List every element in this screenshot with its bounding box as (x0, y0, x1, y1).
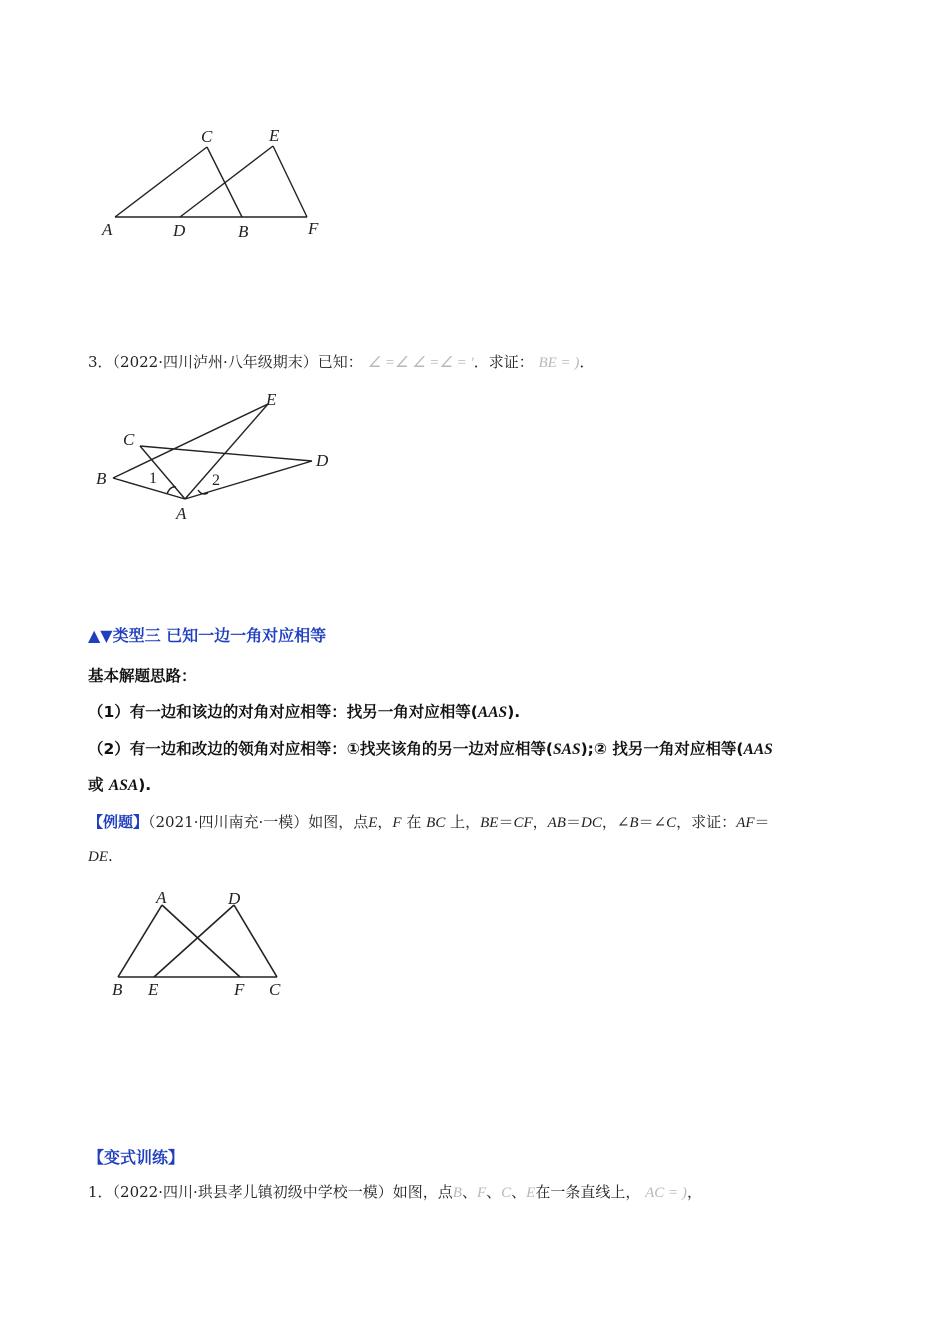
seg-EF (273, 146, 307, 217)
practice-line (88, 1181, 702, 1202)
item2-aas: AAS (743, 741, 773, 758)
label-E: E (148, 980, 159, 999)
label-B: B (238, 222, 249, 241)
label-A: A (156, 888, 167, 907)
figure-3-svg (100, 885, 300, 1005)
seg-ED (154, 905, 234, 977)
problem-number: 3． (88, 353, 113, 371)
label-C: C (201, 127, 213, 146)
var-DC: DC (580, 815, 602, 831)
sep: 、 (461, 1183, 477, 1201)
point-E: E (526, 1185, 536, 1201)
seg-CB (207, 147, 242, 217)
item2-asa: ASA (108, 777, 139, 794)
sep: ， (532, 813, 548, 831)
var-F: F (392, 815, 402, 831)
seg-BE (113, 404, 268, 478)
problem-3-line (88, 351, 594, 372)
label-C: C (123, 430, 135, 449)
item2-prefix: （2）有一边和改边的领角对应相等：①找夹该角的另一边对应相等( (88, 740, 553, 758)
seg-DC (234, 905, 277, 977)
example-text-d: ，求证： (676, 813, 737, 831)
label-F: F (234, 980, 245, 999)
practice-text: 在一条直线上， (535, 1183, 641, 1201)
var-BC: BC (426, 815, 446, 831)
example-text-c: 上， (445, 813, 481, 831)
figure-2 (90, 388, 350, 528)
figure-1 (90, 120, 340, 250)
eq: ＝ (565, 813, 581, 831)
var-BE: BE (480, 815, 499, 831)
idea-item-2-cont (88, 773, 151, 795)
sep: 、 (486, 1183, 502, 1201)
item1-aas: AAS (477, 704, 508, 721)
label-E: E (266, 390, 277, 409)
problem-source: （2022·四川泸州·八年级期末） (112, 353, 318, 371)
practice-number: 1． (88, 1183, 113, 1201)
label-A: A (102, 220, 113, 239)
prove-label: ．求证： (473, 353, 534, 371)
example-text-b: 在 (401, 813, 422, 831)
label-C: C (269, 980, 281, 999)
item2-end: ). (138, 776, 152, 794)
label-F: F (308, 219, 319, 238)
var-DE: DE (88, 849, 108, 865)
eq: ＝ (754, 813, 770, 831)
label-A: A (176, 504, 187, 523)
item1-suffix: ). (507, 703, 521, 721)
sep: 、 (511, 1183, 527, 1201)
point-B: B (452, 1185, 462, 1201)
angle-1-arc (167, 487, 176, 494)
item2-sas: SAS (553, 741, 581, 758)
label-B: B (112, 980, 123, 999)
example-tag: 【例题】 (88, 813, 149, 831)
practice-tag: 【变式训练】 (88, 1148, 185, 1167)
item2-or: 或 (88, 776, 109, 794)
given-formula: ∠ =∠ ∠ =∠ = ' (367, 355, 474, 371)
section-heading: ▲▼类型三 已知一边一角对应相等 (88, 626, 327, 645)
prove-formula: BE = ) (538, 355, 580, 371)
label-B: B (96, 469, 107, 488)
problem-end: ． (579, 353, 595, 371)
sep: ，∠ (601, 813, 630, 831)
idea-item-1 (88, 700, 520, 722)
eq: ＝ (498, 813, 514, 831)
example-line-2 (88, 847, 113, 866)
var-C: C (666, 815, 677, 831)
var-B: B (629, 815, 639, 831)
var-E: E (368, 815, 378, 831)
practice-source: （2022·四川·珙县孝儿镇初级中学校一模）如图，点 (112, 1183, 453, 1201)
item1-prefix: （1）有一边和该边的对角对应相等：找另一角对应相等( (88, 703, 478, 721)
seg-BA (118, 905, 162, 977)
practice-end: ， (686, 1183, 702, 1201)
point-C: C (501, 1185, 512, 1201)
figure-3 (100, 885, 300, 1005)
var-AF: AF (736, 815, 755, 831)
figure-1-svg (90, 120, 340, 250)
label-angle-2: 2 (212, 472, 220, 489)
example-text-a: （2021·四川南充·一模）如图，点 (148, 813, 369, 831)
practice-formula: AC = ) (645, 1185, 687, 1201)
example-line (88, 811, 770, 832)
var-CF: CF (513, 815, 533, 831)
seg-AF (162, 905, 240, 977)
var-AB: AB (547, 815, 566, 831)
point-F: F (476, 1185, 487, 1201)
item2-mid: );② 找另一角对应相等( (580, 740, 744, 758)
idea-item-2 (88, 737, 773, 759)
given-label: 已知： (317, 353, 363, 371)
comma: ， (377, 813, 393, 831)
label-E: E (269, 126, 280, 145)
eq: ＝∠ (638, 813, 667, 831)
label-D: D (316, 451, 329, 470)
idea-title: 基本解题思路： (88, 667, 197, 685)
label-angle-1: 1 (149, 470, 157, 487)
label-D: D (173, 221, 186, 240)
figure-2-svg (90, 388, 350, 528)
example-end: . (108, 847, 113, 865)
label-D: D (228, 889, 241, 908)
